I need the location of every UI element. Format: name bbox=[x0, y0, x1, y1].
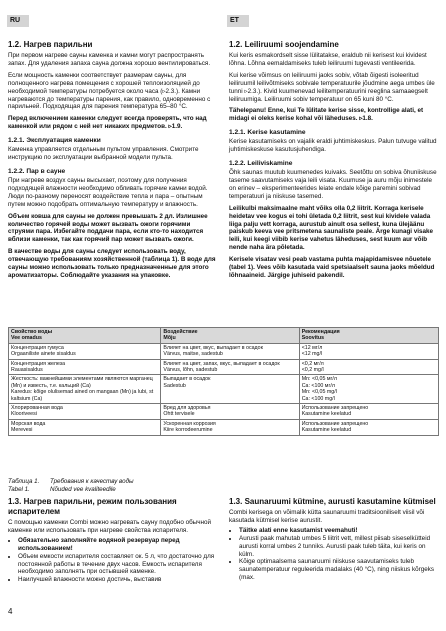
et-column bbox=[229, 40, 437, 284]
section-heading: 1.2. Нагрев парильни bbox=[8, 40, 93, 49]
water-quality-table bbox=[8, 327, 439, 436]
table-cell: <12 мг/л <12 mg/l bbox=[299, 343, 438, 359]
bullet-list bbox=[229, 527, 437, 582]
subsection-heading: 1.2.1. Эксплуатация каменки bbox=[8, 137, 101, 145]
list-item: • Aurusti paak mahutab umbes 5 liitrit vett, millest piisab siseselkütteid aurusti korral umbes 2 tunniks. Aurusti paak tuleb täita, kui keris on külm. bbox=[239, 535, 437, 559]
paragraph: Kerise kasutamiseks on vajalik eraldi juhtimiskeskus. Palun tutvuge valitud juhtimiskeskuse kasutusjuhendiga. bbox=[229, 138, 437, 154]
table-header-row bbox=[9, 328, 439, 344]
subsection-heading: 1.2.1. Kerise kasutamine bbox=[229, 129, 306, 137]
table-cell: <0,2 мг/л <0,2 mg/l bbox=[299, 359, 438, 375]
ru-column bbox=[8, 40, 216, 284]
paragraph: При первом нагреве сауны каменка и камни могут распространять запах. Для удаления запаха сауна должна хорошо вентилироваться. bbox=[8, 52, 211, 67]
table-cell: Mn: <0,05 мг/л Ca: <100 мг/л Mn: <0,05 mg/l Ca: <100 mg/l bbox=[299, 375, 438, 404]
table-cell: Хлорированная вода Klooriveesi bbox=[9, 404, 161, 420]
table-cell: Влияет на цвет, запах, вкус, выпадает в осадок Värvus, lõhn, sadestub bbox=[161, 359, 299, 375]
table-row bbox=[9, 419, 439, 435]
table-header-cell: Свойство воды Vee omadus bbox=[9, 328, 161, 344]
paragraph: В качестве воды для сауны следует использовать воду, отвечающую требованиям хозяйственной (таблица 1). В воде для сауны можно использовать только предназначенные для этого ароматизаторы. Соблюдайте указания на упаковке. bbox=[8, 248, 216, 279]
section-heading: 1.3. Saunaruumi kütmine, aurusti kasutamine kütmisel bbox=[229, 497, 436, 506]
table-row bbox=[9, 359, 439, 375]
table-cell: Использование запрещено Kasutamine keelatud bbox=[299, 419, 438, 435]
table-header-cell: Воздействие Mõju bbox=[161, 328, 299, 344]
table-row bbox=[9, 343, 439, 359]
bullet-list bbox=[8, 537, 216, 584]
language-tab-ru: RU bbox=[7, 15, 29, 27]
list-item: • Объем емкости испарителя составляет ок. 5 л, что достаточно для постоянной работы в течение двух часов. Емкость испарителя необходимо заполнять при остывшей каменке. bbox=[18, 553, 216, 577]
paragraph: С помощью каменки Combi можно нагревать сауну подобно обычной каменке или использовать при нагреве свойства испарителя. bbox=[8, 519, 211, 534]
paragraph: Combi kerisega on võimalik kütta saunaruumi traditsiooniliselt viisil või kasutada kütmisel kerise aurustit. bbox=[229, 509, 425, 524]
paragraph: Õhk saunas muutub kuumenedes kuivaks. Seetõttu on sobiva õhuniiskuse taseme saavutamiseks vaja leili visata. Kuumuse ja auru mõju inimestele on erinev – eksperimenteerides leiate endale kõige paremini sobivad temperatuuri ja niiskuse tasemed. bbox=[229, 169, 437, 200]
paragraph: Kui keris esmakordselt sisse lülitatakse, eraldub nii kerisest kui kividest lõhna. Lõhna eemaldamiseks tuleb leiliruumi tugevasti ventileerida. bbox=[229, 52, 427, 67]
paragraph: Каменка управляется отдельным пультом управления. Смотрите инструкцию по эксплуатации выбранной модели пульта. bbox=[8, 146, 199, 162]
caption-text-ru: Требования к качеству воды bbox=[50, 478, 134, 485]
paragraph: Kerisele visatav vesi peab vastama puhta majapidamisvee nõuetele (tabel 1). Vees võib kasutada vaid spetsiaalselt sauna jaoks mõeldud lõhnaaineid. Järgige juhiseid pakendil. bbox=[229, 256, 435, 279]
paragraph: Kui kerise võimsus on leiliruumi jaoks sobiv, võtab õigesti isoleeritud leiliruumil leilivõtmiseks sobivale temperatuurile jõudmine aega umbes üle tunni ▹2.3.). Kivid kuumenevad leilitemperatuurini reeglina samaaegselt leiliruumiga. Leiliruumi sobiv temperatuur on 65 kuni 80 °C. bbox=[229, 71, 435, 103]
subsection-heading: 1.2.2. Пар в сауне bbox=[8, 167, 66, 175]
et-bottom-column bbox=[229, 497, 437, 582]
caption-label-ru: Таблица 1. bbox=[8, 478, 40, 485]
warning-text: Tähelepanu! Enne, kui Te lülitate kerise sisse, kontrollige alati, et midagi ei oleks kerise kohal või läheduses. ▹1.8. bbox=[229, 107, 424, 123]
warning-text: Перед включением каменки следует всегда проверять, что над каменкой или рядом с ней нет никаких предметов. ▹1.9. bbox=[8, 115, 207, 131]
section-heading: 1.3. Нагрев парильни, режим пользования испарителем bbox=[8, 497, 177, 516]
ru-bottom-column bbox=[8, 497, 216, 584]
paragraph: Если мощность каменки соответствует размерам сауны, для полноценного нагрева помещения с хорошей теплоизоляцией до необходимой температуры потребуется около часа (▹2.3.). Камни нагреваются до температуры парения, как правило, одновременно с парильней. Подходящая для парения температура 65–80 °C. bbox=[8, 71, 211, 111]
warning-text: Leilikulbi maksimaalne maht võiks olla 0,2 liitrit. Korraga kerisele heidetav vee kogus ei tohi ületada 0,2 liitrit, sest kui kividele valada liiga palju vett korraga, aurustub ainult osa sellest, kuna ülejäänu paiskub keeva vee pritsmetena saunaliste peale. Ärge kunagi visake leili, kui keegi viibib kerise vahetus läheduses, sest kuum aur võib nende naha ära põletada. bbox=[229, 204, 434, 252]
subsection-heading: 1.2.2. Leiliviskamine bbox=[229, 160, 293, 168]
table-row bbox=[9, 404, 439, 420]
table-cell: Использование запрещено Kasutamine keelatud bbox=[299, 404, 438, 420]
list-item: • Täitke alati enne kasutamist veemahuti! bbox=[239, 527, 437, 535]
caption-label-et: Tabel 1. bbox=[8, 485, 30, 493]
caption-text-et: Nõuded vee kvaliteedile bbox=[50, 485, 116, 493]
table-cell: Концентрация гумуса Orgaaniliste ainete sisaldus bbox=[9, 343, 161, 359]
table-cell: Выпадает в осадок Sadestub bbox=[161, 375, 299, 404]
list-item: • Наилучшей влажности можно достичь, выставив bbox=[18, 576, 216, 584]
table-cell: Ускоренная коррозия Kiire korrodeerumine bbox=[161, 419, 299, 435]
list-item: • Kõige optimaalsema saunaruumi niiskuse saavutamiseks tuleb saunatemperatuur reguleerida madalaks (40 °C), ning niiskus kõrgeks (max. bbox=[239, 558, 437, 582]
table-caption bbox=[8, 478, 134, 493]
page-number: 4 bbox=[8, 607, 13, 616]
language-tab-et: ET bbox=[227, 15, 249, 27]
table-header-cell: Рекомендация Soovitus bbox=[299, 328, 438, 344]
section-heading: 1.2. Leiliruumi soojendamine bbox=[229, 40, 339, 49]
list-item: • Обязательно заполняйте водяной резервуар перед использованием! bbox=[18, 537, 216, 553]
table-row bbox=[9, 375, 439, 404]
table-cell: Морская вода Merevesi bbox=[9, 419, 161, 435]
table-cell: Концентрация железа Rauasisaldus bbox=[9, 359, 161, 375]
table-cell: Вред для здоровья Ohtt tervisele bbox=[161, 404, 299, 420]
table-cell: Влияет на цвет, вкус, выпадает в осадок Värvus, maitse, sadestub bbox=[161, 343, 299, 359]
warning-text: Объем ковша для сауны не должен превышать 2 дл. Излишнее количество горячей воды может вызвать ожоги горячими струями пара. Избегайте поддачи пара, если кто-то находится вблизи каменки, так как горячий пар может вызвать ожоги. bbox=[8, 212, 208, 244]
table-cell: Жесткость: важнейшими элементами являются марганец (Mn) и известь, т.е. кальций (Ca) Karedus: kõige olulisemad ained on mangaan (Mn) ja lubi, st kaltsium (Ca) bbox=[9, 375, 161, 404]
paragraph: При нагреве воздух сауны высыхает, поэтому для получения подходящей влажности необходимо обливать горячие камни водой. Люди по-разному переносят воздействие тепла и пара – опытным путем можно подобрать оптимальную температуру и влажность. bbox=[8, 176, 208, 208]
